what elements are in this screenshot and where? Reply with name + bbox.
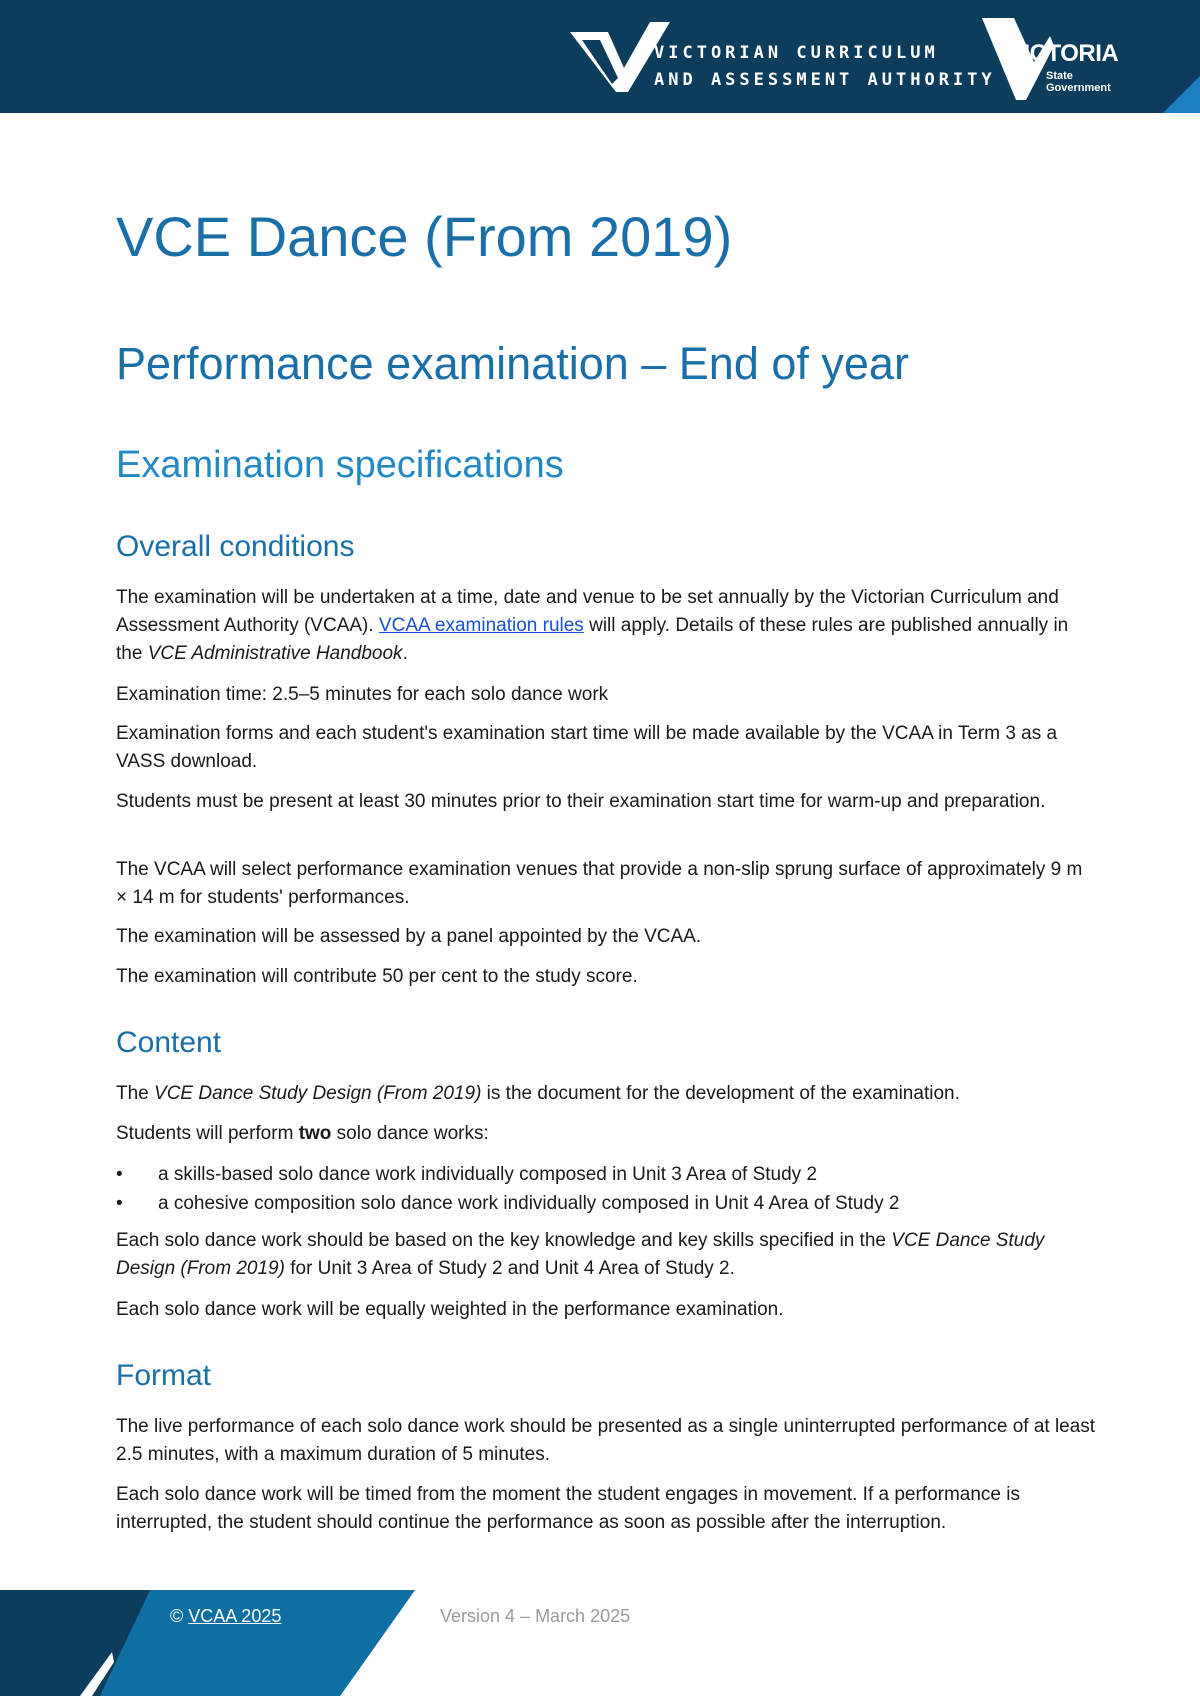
format-paragraph-2: Each solo dance work will be timed from the moment the student engages in movement. If a performance is interrupted, the student should continue the performance as soon as possible after the interruption.: [116, 1484, 1021, 1533]
header-corner-accent: [1163, 76, 1200, 113]
vcaa-examination-rules-link[interactable]: VCAA examination rules: [378, 615, 584, 636]
study-design-title: VCE Dance Study Design (From 2019): [154, 1083, 482, 1104]
solo-works-list: [116, 1160, 1096, 1218]
content-paragraph-3: [116, 1227, 1096, 1283]
copyright-icon: ©: [170, 1606, 184, 1626]
document-title: VCE Dance (From 2019): [116, 205, 733, 268]
content-p3-text-a: Each solo dance work should be based on the key knowledge and key skills specified in the: [116, 1230, 892, 1251]
overall-paragraph-5: The VCAA will select performance examination venues that provide a non-slip sprung surface of approximately 9 m × 14 m for students' performances.: [116, 859, 1083, 908]
vcaa-wordmark-line2: AND ASSESSMENT AUTHORITY: [654, 70, 996, 90]
vcaa-wordmark-line1: VICTORIAN CURRICULUM: [654, 43, 939, 63]
vcaa-wordmark: [654, 40, 996, 94]
list-item-text: a skills-based solo dance work individually composed in Unit 3 Area of Study 2: [158, 1164, 818, 1185]
victoria-wordmark: VICTORIA: [1008, 40, 1119, 67]
heading-overall-conditions: Overall conditions: [116, 530, 355, 563]
content-paragraph-1: [116, 1080, 1096, 1108]
content-p1-text-b: is the document for the development of the examination.: [481, 1083, 960, 1104]
overall-paragraph-7: The examination will contribute 50 per cent to the study score.: [116, 966, 638, 987]
content-paragraph-4: Each solo dance work will be equally weighted in the performance examination.: [116, 1299, 784, 1320]
administrative-handbook-title: VCE Administrative Handbook: [147, 643, 403, 664]
heading-content: Content: [116, 1026, 222, 1059]
heading-format: Format: [116, 1359, 212, 1392]
overall-p1-text-a: The examination will be undertaken at a time, date and venue to be set annually by the Victorian Curriculum and Assessment Authority (VCAA).: [116, 587, 1059, 636]
overall-p1-text-c: .: [402, 643, 408, 664]
footer-copyright: [170, 1606, 281, 1627]
state-government-label: [1046, 70, 1111, 94]
footer-version: Version 4 – March 2025: [440, 1606, 631, 1626]
overall-paragraph-1: [116, 584, 1096, 668]
content-paragraph-2: [116, 1120, 1096, 1148]
content-p2-text-b: solo dance works:: [331, 1123, 489, 1144]
list-item: [116, 1189, 1096, 1218]
content-p2-bold: two: [298, 1123, 332, 1144]
bullet-icon: •: [116, 1164, 123, 1185]
bullet-icon: •: [116, 1193, 123, 1214]
state-label: State: [1046, 70, 1073, 82]
list-item: [116, 1160, 1096, 1189]
overall-paragraph-6: The examination will be assessed by a panel appointed by the VCAA.: [116, 926, 702, 947]
overall-paragraph-3: Examination forms and each student's examination start time will be made available by the VCAA in Term 3 as a VASS download.: [116, 723, 1058, 772]
content-p3-text-b: for Unit 3 Area of Study 2 and Unit 4 Area of Study 2.: [284, 1258, 735, 1279]
list-item-text: a cohesive composition solo dance work individually composed in Unit 4 Area of Study 2: [158, 1193, 900, 1214]
overall-paragraph-2: Examination time: 2.5–5 minutes for each solo dance work: [116, 684, 609, 705]
document-subtitle: Performance examination – End of year: [116, 338, 909, 389]
vcaa-copyright-link[interactable]: VCAA 2025: [188, 1606, 282, 1626]
government-label: Government: [1046, 82, 1111, 94]
study-design-title: VCE Dance Study Design (From 2019): [116, 1230, 1045, 1279]
content-p2-text-a: Students will perform: [116, 1123, 299, 1144]
overall-paragraph-4: Students must be present at least 30 minutes prior to their examination start time for warm-up and preparation.: [116, 791, 1046, 812]
section-heading: Examination specifications: [116, 444, 564, 486]
overall-p1-text-b: will apply. Details of these rules are published annually in the: [116, 615, 1069, 664]
format-paragraph-1: The live performance of each solo dance work should be presented as a single uninterrupted performance of at least 2.5 minutes, with a maximum duration of 5 minutes.: [116, 1416, 1096, 1465]
content-p1-text-a: The: [116, 1083, 155, 1104]
